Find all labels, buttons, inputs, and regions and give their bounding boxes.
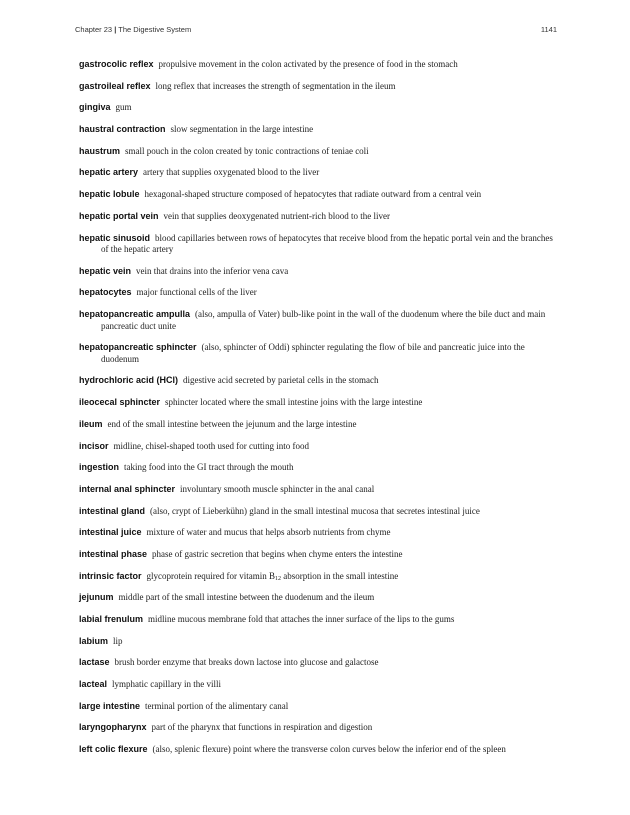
glossary-term: large intestine bbox=[79, 700, 141, 711]
glossary-entry bbox=[79, 701, 555, 713]
chapter-title: The Digestive System bbox=[118, 25, 192, 34]
glossary-term: intrinsic factor bbox=[79, 570, 142, 581]
glossary-entry bbox=[79, 527, 555, 539]
glossary-definition: end of the small intestine between the jejunum and the large intestine bbox=[107, 418, 357, 429]
glossary-entry bbox=[79, 375, 555, 387]
glossary-definition: gum bbox=[115, 102, 132, 113]
glossary-entry bbox=[79, 287, 555, 299]
glossary-term: gingiva bbox=[79, 102, 111, 113]
glossary-term: ingestion bbox=[79, 462, 119, 473]
glossary-definition: lip bbox=[113, 635, 123, 646]
glossary-definition: involuntary smooth muscle sphincter in the anal canal bbox=[180, 483, 375, 494]
glossary-entry bbox=[79, 81, 555, 93]
glossary-definition: sphincter located where the small intestine joins with the large intestine bbox=[165, 397, 423, 408]
glossary-definition: (also, ampulla of Vater) bulb-like point in the wall of the duodenum where the bile duct and main pancreatic duct unite bbox=[101, 309, 546, 331]
glossary-term: hepatic sinusoid bbox=[79, 232, 151, 243]
glossary-entry bbox=[79, 549, 555, 561]
glossary-entry bbox=[79, 211, 555, 223]
glossary-definition: slow segmentation in the large intestine bbox=[170, 124, 314, 135]
glossary-term: lacteal bbox=[79, 679, 108, 690]
chapter-label: Chapter 23 bbox=[75, 25, 113, 34]
glossary-term: intestinal gland bbox=[79, 505, 146, 516]
glossary-entry bbox=[79, 636, 555, 648]
glossary-definition: mixture of water and mucus that helps absorb nutrients from chyme bbox=[146, 527, 391, 538]
glossary-definition: vein that drains into the inferior vena cava bbox=[136, 265, 289, 276]
glossary-term: hepatic lobule bbox=[79, 189, 140, 200]
glossary-entry bbox=[79, 146, 555, 158]
glossary-definition: brush border enzyme that breaks down lactose into glucose and galactose bbox=[114, 657, 379, 668]
glossary-definition: blood capillaries between rows of hepatocytes that receive blood from the hepatic portal vein and the branches of the hepatic artery bbox=[101, 232, 553, 254]
glossary-definition-continued: absorption in the small intestine bbox=[283, 570, 399, 581]
glossary-term: labial frenulum bbox=[79, 614, 144, 624]
glossary-term: intestinal phase bbox=[79, 548, 148, 559]
glossary-entry bbox=[79, 167, 555, 179]
glossary-entry bbox=[79, 657, 555, 669]
glossary-definition: phase of gastric secretion that begins when chyme enters the intestine bbox=[152, 548, 403, 559]
glossary-entry bbox=[79, 592, 555, 604]
glossary-term: labium bbox=[79, 635, 109, 646]
glossary-term: gastroileal reflex bbox=[79, 80, 151, 91]
glossary-entry bbox=[79, 102, 555, 114]
glossary-entry bbox=[79, 342, 555, 365]
glossary-term: intestinal juice bbox=[79, 527, 142, 538]
glossary-definition: terminal portion of the alimentary canal bbox=[145, 700, 289, 711]
glossary-entry bbox=[79, 124, 555, 136]
glossary-entry bbox=[79, 722, 555, 734]
glossary-term: hepatocytes bbox=[79, 287, 132, 298]
glossary-definition: (also, crypt of Lieberkühn) gland in the small intestinal mucosa that secretes intestinal juice bbox=[150, 505, 480, 516]
glossary-term: hepatic artery bbox=[79, 167, 139, 178]
definition-subscript: 12 bbox=[274, 575, 281, 582]
glossary-definition: major functional cells of the liver bbox=[136, 287, 257, 298]
glossary-definition: lymphatic capillary in the villi bbox=[112, 679, 222, 690]
glossary-term: incisor bbox=[79, 440, 109, 451]
glossary-definition: long reflex that increases the strength of segmentation in the ileum bbox=[155, 80, 396, 91]
glossary-term: jejunum bbox=[79, 592, 114, 603]
glossary-entry bbox=[79, 571, 555, 583]
glossary-definition: small pouch in the colon created by tonic contractions of teniae coli bbox=[125, 145, 369, 156]
glossary-entry bbox=[79, 233, 555, 256]
glossary-definition: vein that supplies deoxygenated nutrient-rich blood to the liver bbox=[163, 210, 390, 221]
glossary-entry bbox=[79, 506, 555, 518]
glossary-entry bbox=[79, 266, 555, 278]
glossary-term: ileocecal sphincter bbox=[79, 397, 161, 408]
glossary-definition: digestive acid secreted by parietal cells in the stomach bbox=[183, 375, 379, 386]
header-separator: | bbox=[114, 25, 117, 34]
running-header bbox=[75, 25, 557, 37]
glossary-term: laryngopharynx bbox=[79, 722, 147, 733]
glossary-entry bbox=[79, 614, 555, 626]
glossary-definition: part of the pharynx that functions in respiration and digestion bbox=[151, 722, 373, 733]
glossary-term: ileum bbox=[79, 418, 103, 429]
glossary-term: hepatopancreatic sphincter bbox=[79, 342, 197, 353]
glossary-entry bbox=[79, 59, 555, 71]
glossary-definition: midline, chisel-shaped tooth used for cutting into food bbox=[113, 440, 309, 451]
glossary-term: hepatic vein bbox=[79, 265, 132, 276]
glossary-term: hydrochloric acid (HCl) bbox=[79, 375, 179, 386]
page-number: 1141 bbox=[540, 25, 557, 34]
glossary-term: left colic flexure bbox=[79, 744, 148, 755]
glossary-definition: taking food into the GI tract through the mouth bbox=[124, 462, 294, 473]
glossary-entry bbox=[79, 397, 555, 409]
glossary-term: lactase bbox=[79, 657, 110, 668]
glossary-entry bbox=[79, 419, 555, 431]
glossary-term: internal anal sphincter bbox=[79, 483, 176, 494]
glossary-term: hepatic portal vein bbox=[79, 210, 159, 221]
glossary-entry bbox=[79, 189, 555, 201]
glossary-entry bbox=[79, 309, 555, 332]
glossary-entry bbox=[79, 679, 555, 691]
glossary-definition: midline mucous membrane fold that attaches the inner surface of the lips to the gums bbox=[148, 614, 455, 624]
glossary-term: gastrocolic reflex bbox=[79, 59, 154, 69]
glossary-entry bbox=[79, 484, 555, 496]
glossary-definition: propulsive movement in the colon activated by the presence of food in the stomach bbox=[158, 59, 458, 69]
glossary-definition: (also, splenic flexure) point where the transverse colon curves below the inferior end of the spleen bbox=[152, 744, 506, 755]
glossary-definition: middle part of the small intestine between the duodenum and the ileum bbox=[118, 592, 375, 603]
glossary-definition: hexagonal-shaped structure composed of hepatocytes that radiate outward from a central vein bbox=[144, 189, 482, 200]
glossary-definition: artery that supplies oxygenated blood to the liver bbox=[143, 167, 320, 178]
chapter-heading bbox=[75, 25, 191, 34]
glossary-entry bbox=[79, 462, 555, 474]
glossary-term: haustrum bbox=[79, 145, 121, 156]
glossary-definition: glycoprotein required for vitamin B bbox=[146, 570, 275, 581]
glossary-entry bbox=[79, 744, 555, 756]
glossary-definition: (also, sphincter of Oddi) sphincter regulating the flow of bile and pancreatic juice into the duodenum bbox=[101, 342, 525, 364]
glossary-entry bbox=[79, 441, 555, 453]
glossary-term: haustral contraction bbox=[79, 124, 166, 135]
glossary-list bbox=[79, 59, 555, 766]
glossary-term: hepatopancreatic ampulla bbox=[79, 309, 191, 320]
